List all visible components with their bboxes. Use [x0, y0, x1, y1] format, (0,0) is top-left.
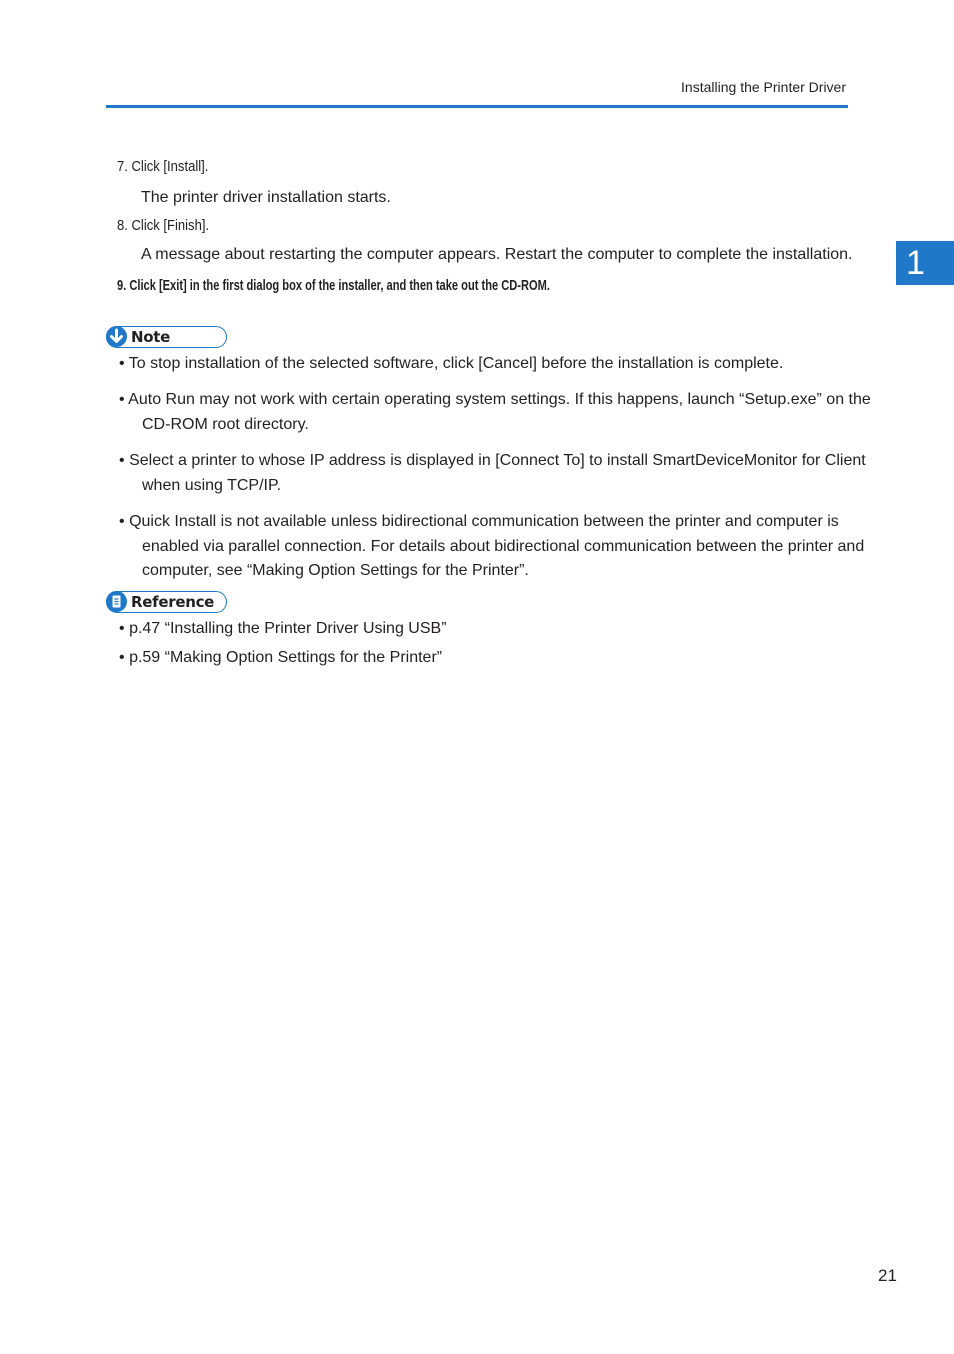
note-item-text: Select a printer to whose IP address is displayed in [Connect To] to install SmartDeviceMonitor for Client [129, 452, 866, 469]
document-icon [106, 591, 127, 612]
running-header: Installing the Printer Driver [681, 79, 846, 95]
down-arrow-icon [106, 326, 127, 347]
note-item-text: Auto Run may not work with certain operating system settings. If this happens, launch “Setup.exe” on the [128, 391, 871, 408]
reference-badge [106, 591, 227, 613]
step-7-description: The printer driver installation starts. [141, 189, 391, 206]
reference-item [119, 646, 909, 671]
bullet-marker: • [119, 513, 125, 530]
step-8-description: A message about restarting the computer appears. Restart the computer to complete the installation. [141, 246, 853, 263]
bullet-marker: • [119, 355, 125, 372]
note-badge [106, 326, 227, 348]
step-7-label: 7. Click [Install]. [117, 158, 209, 175]
step-9-label: 9. Click [Exit] in the first dialog box of the installer, and then take out the CD-ROM. [117, 277, 550, 294]
note-item-text-continued: computer, see “Making Option Settings for the Printer”. [142, 562, 529, 579]
note-item-text: Quick Install is not available unless bidirectional communication between the printer and computer is [129, 513, 839, 530]
note-item [119, 449, 909, 498]
note-item-text: To stop installation of the selected software, click [Cancel] before the installation is complete. [128, 355, 784, 372]
note-item [119, 388, 909, 437]
note-item-text-continued: when using TCP/IP. [142, 476, 282, 494]
reference-link-text: p.59 “Making Option Settings for the Printer” [129, 649, 443, 666]
reference-item [119, 617, 909, 642]
reference-label: Reference [131, 593, 215, 611]
note-label: Note [131, 328, 171, 346]
note-item [119, 510, 909, 584]
page-number: 21 [878, 1266, 897, 1285]
chapter-tab: 1 [896, 241, 954, 285]
bullet-marker: • [119, 391, 125, 408]
step-8-label: 8. Click [Finish]. [117, 217, 210, 234]
note-item-text-continued: enabled via parallel connection. For details about bidirectional communication between the printer and [142, 537, 865, 555]
reference-link-text: p.47 “Installing the Printer Driver Using USB” [129, 620, 447, 637]
bullet-marker: • [119, 620, 125, 637]
note-item [119, 352, 909, 377]
bullet-marker: • [119, 649, 125, 666]
bullet-marker: • [119, 452, 125, 469]
header-rule [106, 105, 848, 108]
note-item-text-continued: CD-ROM root directory. [142, 415, 309, 433]
